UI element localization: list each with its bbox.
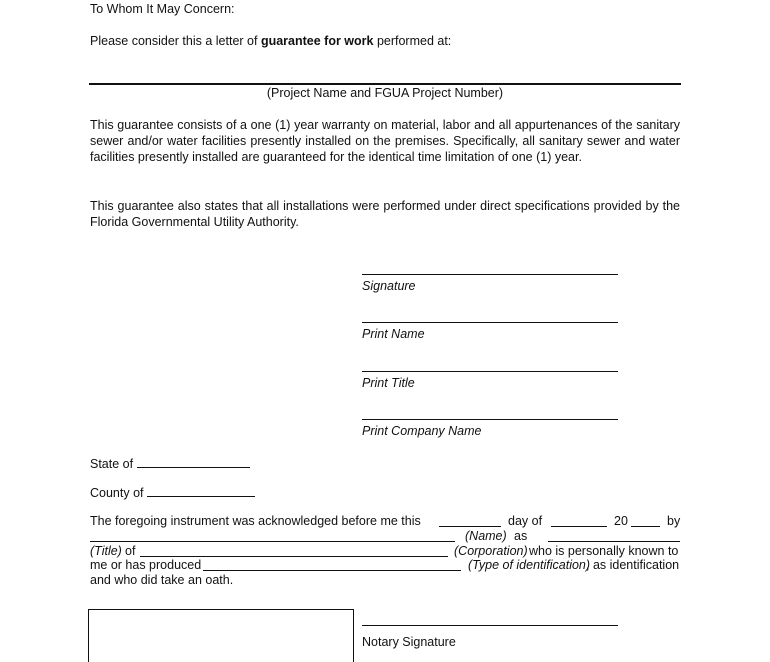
ack-produced: me or has produced <box>90 558 202 572</box>
print-name-line[interactable] <box>362 322 618 323</box>
ack-title-label: (Title) <box>90 544 122 558</box>
notary-stamp-box <box>88 609 354 662</box>
intro-text-bold: guarantee for work <box>260 34 374 48</box>
ack-personally-known: who is personally known to <box>529 544 679 558</box>
state-blank[interactable] <box>137 456 250 468</box>
month-blank[interactable] <box>551 515 607 527</box>
project-name-line[interactable] <box>89 83 681 85</box>
intro-text-before: Please consider this a letter of <box>90 34 261 48</box>
ack-oath: and who did take an oath. <box>90 573 234 587</box>
signature-label: Signature <box>362 279 416 293</box>
print-company-label: Print Company Name <box>362 424 482 438</box>
title-blank[interactable] <box>548 530 680 542</box>
identification-blank[interactable] <box>203 559 461 571</box>
print-title-line[interactable] <box>362 371 618 372</box>
project-caption: (Project Name and FGUA Project Number) <box>266 86 504 100</box>
ack-year-prefix: 20 <box>614 514 628 528</box>
year-blank[interactable] <box>631 515 660 527</box>
county-blank[interactable] <box>147 485 255 497</box>
name-blank[interactable] <box>90 530 455 542</box>
ack-as: as <box>514 529 528 543</box>
state-label: State of <box>90 457 134 471</box>
ack-line-4 <box>90 558 680 574</box>
ack-line-1 <box>90 514 680 530</box>
notary-signature-label: Notary Signature <box>362 635 456 649</box>
state-field <box>90 456 250 471</box>
ack-by: by <box>667 514 681 528</box>
ack-idtype-label: (Type of identification) <box>468 558 591 572</box>
ack-line-2 <box>90 529 680 545</box>
specifications-paragraph: This guarantee also states that all installations were performed under direct specifications provided by the Florida Governmental Utility Authority. <box>90 199 680 229</box>
print-company-line[interactable] <box>362 419 618 420</box>
notary-signature-line[interactable] <box>362 625 618 626</box>
day-blank[interactable] <box>439 515 501 527</box>
ack-text-1: The foregoing instrument was acknowledged before me this <box>90 514 421 528</box>
county-label: County of <box>90 486 144 500</box>
print-title-label: Print Title <box>362 376 415 390</box>
ack-corporation-label: (Corporation) <box>454 544 528 558</box>
warranty-paragraph: This guarantee consists of a one (1) year warranty on material, labor and all appurtenances of the sanitary sewer and/or water facilities presently installed on the premises. Specifically, all sanitary sewer and water facilities presently installed are guaranteed for the identical time limitation of one (1) year. <box>90 118 680 164</box>
corporation-blank[interactable] <box>140 545 448 557</box>
print-name-label: Print Name <box>362 327 425 341</box>
ack-day-of: day of <box>508 514 543 528</box>
signature-line[interactable] <box>362 274 618 275</box>
ack-name-label: (Name) <box>465 529 507 543</box>
intro-text-after: performed at: <box>373 34 452 48</box>
salutation: To Whom It May Concern: <box>90 2 235 16</box>
county-field <box>90 485 255 500</box>
ack-as-identification: , as identification <box>586 558 680 572</box>
intro-line <box>90 34 451 48</box>
ack-of: of <box>125 544 136 558</box>
